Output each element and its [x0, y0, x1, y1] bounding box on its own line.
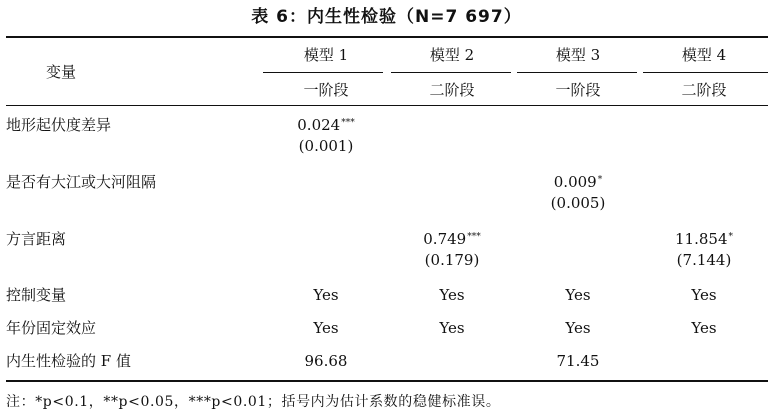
model-2-header: 模型 2: [429, 46, 475, 64]
model-2-underline: [391, 72, 511, 73]
dialect-m2-se: (0.179): [424, 251, 480, 269]
bottom-rule: [6, 380, 768, 382]
f-value-m1: 96.68: [304, 352, 348, 370]
model-1-header: 模型 1: [303, 46, 349, 64]
controls-m4: Yes: [691, 286, 717, 304]
model-3-header: 模型 3: [555, 46, 601, 64]
fixed-effects-m1: Yes: [313, 319, 339, 337]
dialect-m2-stars: ***: [467, 232, 481, 242]
top-rule: [6, 36, 768, 38]
model-3-underline: [517, 72, 637, 73]
row-label-controls: 控制变量: [6, 286, 67, 304]
model-4-stage: 二阶段: [681, 81, 727, 99]
controls-m1: Yes: [313, 286, 339, 304]
row-label-terrain: 地形起伏度差异: [6, 116, 112, 134]
header-rule: [6, 105, 768, 106]
dialect-m2-coef: 0.749***: [423, 230, 481, 248]
dialect-m4-se: (7.144): [676, 251, 732, 269]
fixed-effects-m3: Yes: [565, 319, 591, 337]
table-title: 表 6：内生性检验（N=7 697）: [251, 7, 522, 27]
model-4-header: 模型 4: [681, 46, 727, 64]
river-m3-coef: 0.009*: [553, 173, 603, 191]
river-m3-se: (0.005): [550, 194, 606, 212]
model-3-stage: 一阶段: [555, 81, 601, 99]
row-label-f-value: 内生性检验的 F 值: [6, 352, 131, 370]
row-label-fixed-effects: 年份固定效应: [6, 319, 97, 337]
f-value-m3: 71.45: [556, 352, 600, 370]
variable-header: 变量: [46, 63, 77, 81]
model-2-stage: 二阶段: [429, 81, 475, 99]
terrain-m1-coef: 0.024***: [297, 116, 355, 134]
model-1-underline: [263, 72, 383, 73]
row-label-dialect: 方言距离: [6, 230, 67, 248]
fixed-effects-m2: Yes: [439, 319, 465, 337]
model-1-stage: 一阶段: [303, 81, 349, 99]
row-label-river: 是否有大江或大河阻隔: [6, 173, 157, 191]
fixed-effects-m4: Yes: [691, 319, 717, 337]
dialect-m4-stars: *: [728, 232, 733, 242]
river-m3-stars: *: [597, 175, 603, 185]
table-note: 注：*p<0.1，**p<0.05，***p<0.01；括号内为估计系数的稳健标准误。: [6, 394, 501, 410]
model-4-underline: [643, 72, 768, 73]
dialect-m4-coef: 11.854*: [675, 230, 733, 248]
controls-m2: Yes: [439, 286, 465, 304]
terrain-m1-stars: ***: [341, 118, 355, 128]
terrain-m1-se: (0.001): [298, 137, 354, 155]
controls-m3: Yes: [565, 286, 591, 304]
